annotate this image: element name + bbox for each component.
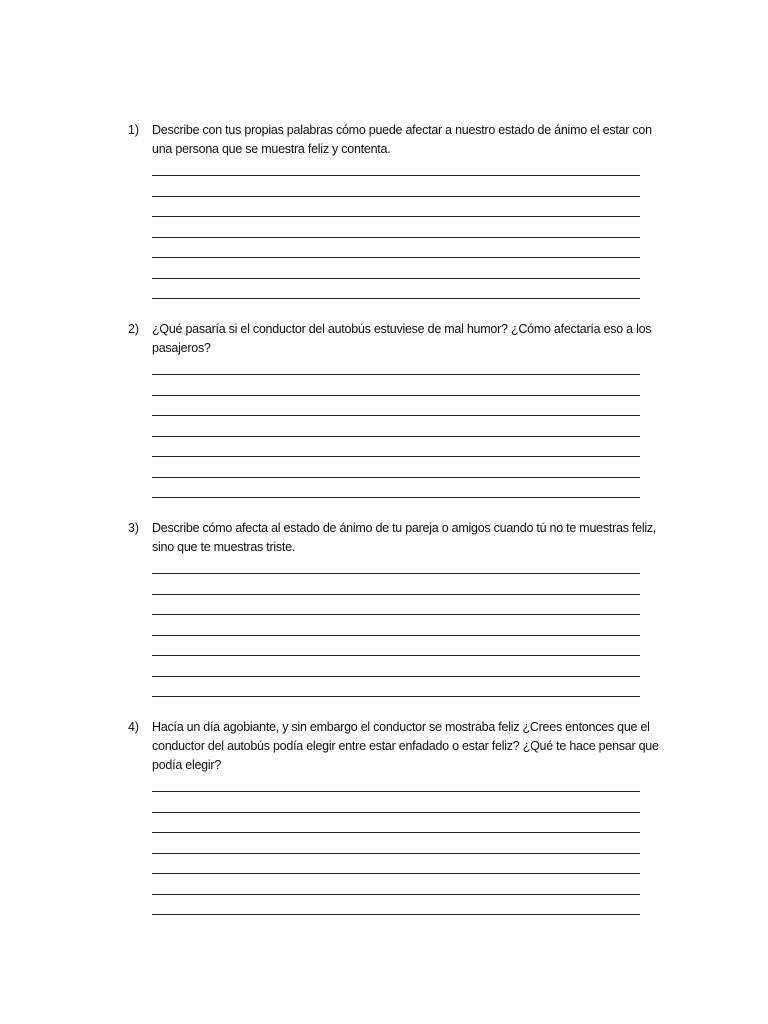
- answer-line: [152, 676, 640, 677]
- answer-line: [152, 415, 640, 416]
- answer-line: [152, 278, 640, 279]
- question-text: Describe cómo afecta al estado de ánimo de tu pareja o amigos cuando tú no te muestras feliz, sino que te muestras triste.: [152, 521, 657, 554]
- answer-line: [152, 175, 640, 176]
- answer-line: [152, 635, 640, 636]
- answer-line: [152, 216, 640, 217]
- answer-line: [152, 832, 640, 833]
- answer-line: [152, 374, 640, 375]
- question-number: 1): [128, 123, 139, 137]
- answer-line: [152, 853, 640, 854]
- question-number: 2): [128, 322, 139, 336]
- answer-line: [152, 873, 640, 874]
- answer-line: [152, 791, 640, 792]
- answer-line: [152, 696, 640, 697]
- question-number: 3): [128, 521, 139, 535]
- answer-line: [152, 914, 640, 915]
- answer-line: [152, 812, 640, 813]
- answer-line: [152, 594, 640, 595]
- answer-line: [152, 436, 640, 437]
- question-text: Describe con tus propias palabras cómo puede afectar a nuestro estado de ánimo el estar con una persona que se muestra feliz y contenta.: [152, 123, 652, 156]
- answer-line: [152, 257, 640, 258]
- question-number: 4): [128, 720, 139, 734]
- answer-line: [152, 614, 640, 615]
- answer-line: [152, 573, 640, 574]
- answer-line: [152, 497, 640, 498]
- answer-line: [152, 477, 640, 478]
- answer-line: [152, 395, 640, 396]
- answer-line: [152, 298, 640, 299]
- question-text: Hacía un día agobiante, y sin embargo el conductor se mostraba feliz ¿Crees entonces que el conductor del autobús podía elegir entre estar enfadado o estar feliz? ¿Qué te hace pensar que podía elegir?: [152, 720, 659, 772]
- answer-line: [152, 655, 640, 656]
- answer-line: [152, 456, 640, 457]
- answer-line: [152, 237, 640, 238]
- question-text: ¿Qué pasaría si el conductor del autobús estuviese de mal humor? ¿Cómo afectaría eso a los pasajeros?: [152, 322, 652, 355]
- answer-line: [152, 196, 640, 197]
- answer-line: [152, 894, 640, 895]
